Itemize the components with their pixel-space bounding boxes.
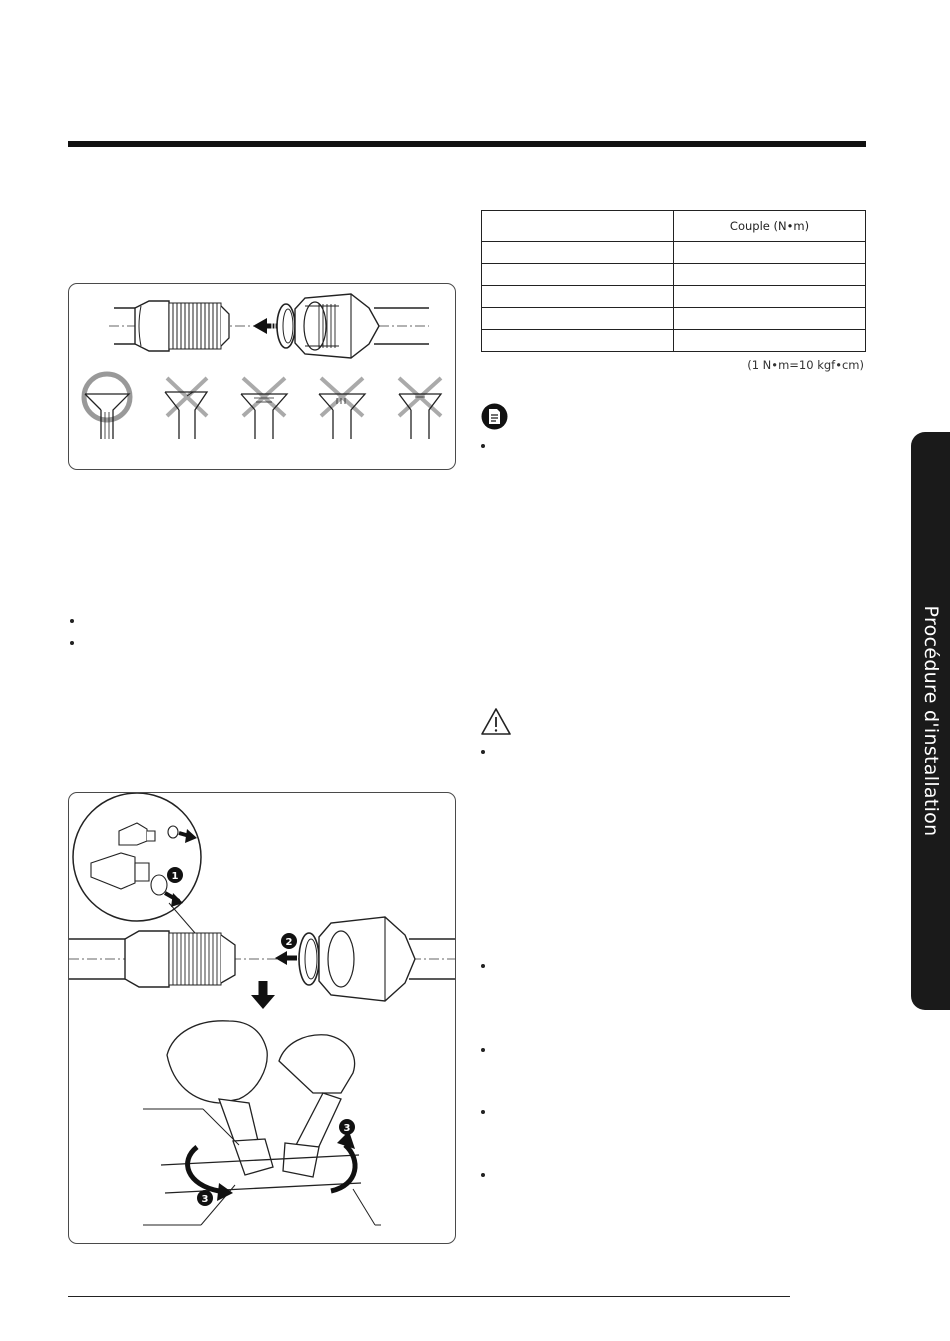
table-cell [674, 264, 866, 286]
chapter-side-tab-label: Procédure d'installation [919, 605, 942, 837]
table-cell [482, 264, 674, 286]
step-marker-3a: 3 [201, 1194, 209, 1205]
table-cell [674, 286, 866, 308]
unit-conversion-note: (1 N•m=10 kgf•cm) [747, 358, 864, 372]
table-header-torque: Couple (N•m) [674, 211, 866, 242]
list-bullet [481, 444, 485, 448]
table-row [482, 242, 866, 264]
table-row [482, 286, 866, 308]
flare-bad-example-3 [319, 378, 365, 439]
torque-table [481, 210, 866, 352]
header-rule [68, 141, 866, 147]
table-header-size [482, 211, 674, 242]
table-row [482, 330, 866, 352]
flare-bad-example-1 [165, 378, 207, 439]
step-marker-1: 1 [171, 871, 179, 882]
chapter-side-tab [911, 432, 950, 1010]
list-bullet [481, 964, 485, 968]
table-cell [482, 330, 674, 352]
step-marker-2: 2 [285, 937, 293, 948]
list-bullet [70, 641, 74, 645]
flare-connection-figure [68, 792, 456, 1244]
table-row [482, 264, 866, 286]
footer-rule [68, 1296, 790, 1297]
table-cell [482, 242, 674, 264]
list-bullet [70, 619, 74, 623]
table-row [482, 308, 866, 330]
table-cell [674, 308, 866, 330]
flare-good-example [84, 374, 130, 439]
flare-bad-example-4 [399, 378, 441, 439]
note-icon [481, 403, 508, 430]
flare-bad-example-2 [241, 378, 287, 439]
step-marker-3b: 3 [343, 1123, 351, 1134]
flare-inspection-figure [68, 283, 456, 470]
table-cell [482, 286, 674, 308]
list-bullet [481, 1110, 485, 1114]
warning-icon [480, 707, 512, 736]
list-bullet [481, 1173, 485, 1177]
flare-illustration [69, 284, 455, 469]
assembly-illustration [69, 793, 455, 1243]
table-cell [482, 308, 674, 330]
table-cell [674, 242, 866, 264]
list-bullet [481, 1048, 485, 1052]
table-cell [674, 330, 866, 352]
table-header-row [482, 211, 866, 242]
list-bullet [481, 750, 485, 754]
